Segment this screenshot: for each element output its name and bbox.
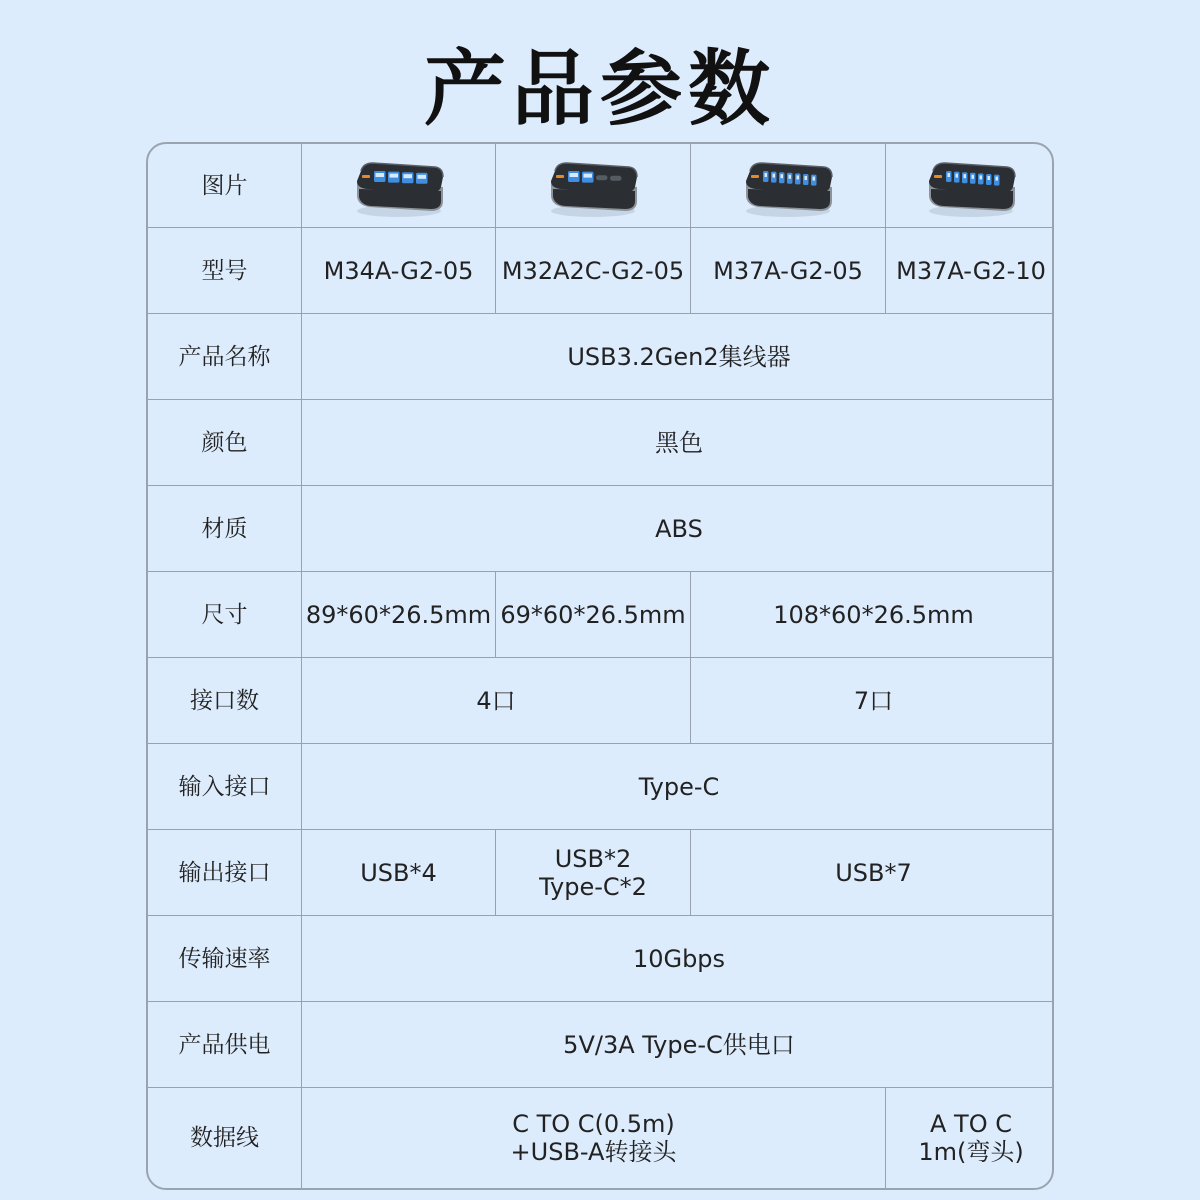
spec-table [146, 142, 1054, 1190]
size-value: 69*60*26.5mm [496, 572, 691, 658]
label-output: 输出接口 [148, 830, 302, 916]
page-title: 产品参数 [423, 42, 776, 137]
product-image-cell [691, 144, 886, 228]
label-ports: 接口数 [148, 658, 302, 744]
output-value [496, 830, 691, 916]
color-value: 黑色 [302, 400, 1054, 486]
output-value: USB*4 [302, 830, 496, 916]
material-value: ABS [302, 486, 1054, 572]
usb-hub-2a2c-icon [545, 151, 641, 221]
output-line: Type-C*2 [539, 872, 647, 901]
label-image: 图片 [148, 144, 302, 228]
usb-hub-7port-icon [923, 151, 1019, 221]
output-line: USB*2 [554, 844, 632, 873]
cable-line: +USB-A转接头 [510, 1138, 677, 1166]
label-product-name: 产品名称 [148, 314, 302, 400]
model-value: M37A-G2-10 [886, 228, 1054, 314]
cable-line: 1m(弯头) [918, 1138, 1024, 1166]
label-speed: 传输速率 [148, 916, 302, 1002]
cable-line: C TO C(0.5m) [512, 1110, 675, 1138]
input-value: Type-C [302, 744, 1054, 830]
usb-hub-7port-icon [740, 151, 836, 221]
model-value: M37A-G2-05 [691, 228, 886, 314]
model-value: M34A-G2-05 [302, 228, 496, 314]
power-value: 5V/3A Type-C供电口 [302, 1002, 1054, 1088]
cable-value [302, 1088, 886, 1188]
product-image-cell [496, 144, 691, 228]
cable-line: A TO C [930, 1110, 1012, 1138]
label-material: 材质 [148, 486, 302, 572]
output-value: USB*7 [691, 830, 1054, 916]
model-value: M32A2C-G2-05 [496, 228, 691, 314]
label-power: 产品供电 [148, 1002, 302, 1088]
cable-value [886, 1088, 1054, 1188]
label-color: 颜色 [148, 400, 302, 486]
product-image-cell [886, 144, 1054, 228]
label-cable: 数据线 [148, 1088, 302, 1188]
speed-value: 10Gbps [302, 916, 1054, 1002]
label-size: 尺寸 [148, 572, 302, 658]
ports-value: 4口 [302, 658, 691, 744]
label-model: 型号 [148, 228, 302, 314]
ports-value: 7口 [691, 658, 1054, 744]
label-input: 输入接口 [148, 744, 302, 830]
usb-hub-4port-icon [351, 151, 447, 221]
product-image-cell [302, 144, 496, 228]
product-name-value: USB3.2Gen2集线器 [302, 314, 1054, 400]
size-value: 108*60*26.5mm [691, 572, 1054, 658]
size-value: 89*60*26.5mm [302, 572, 496, 658]
